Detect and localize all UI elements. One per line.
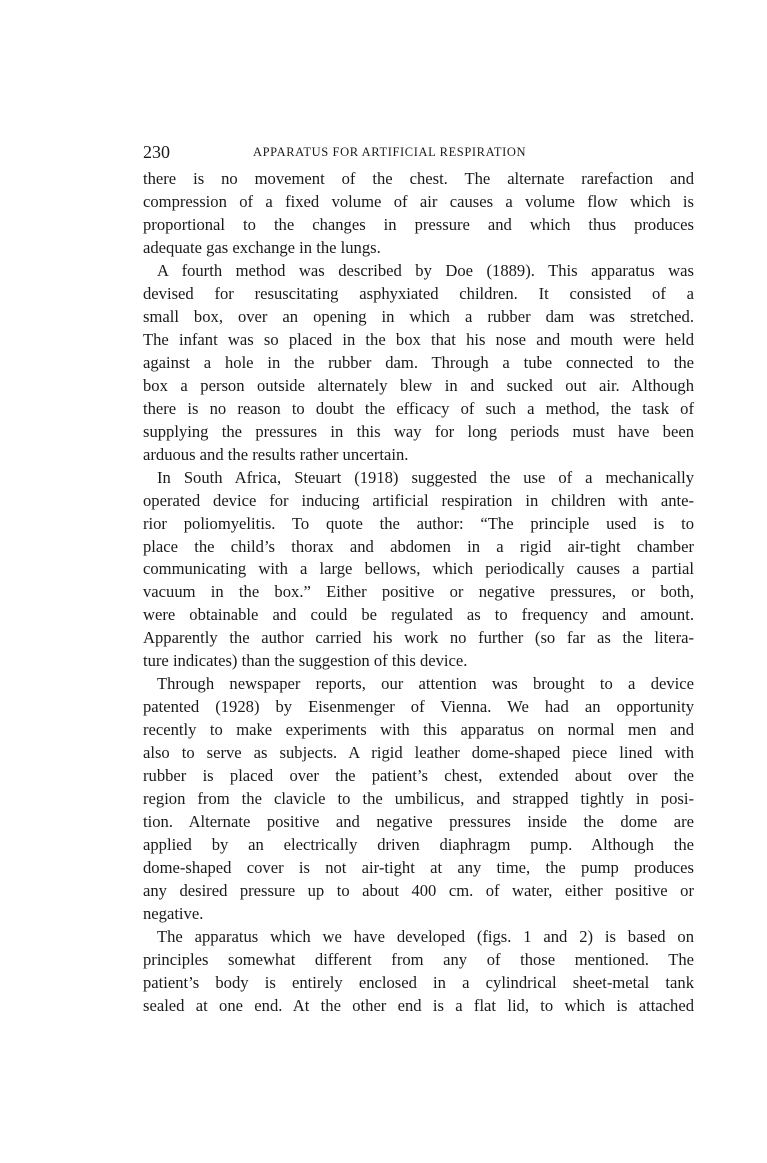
text-line: The apparatus which we have developed (figs. 1 and 2) is based on (157, 926, 694, 946)
text-line: A fourth method was described by Doe (1889). This apparatus was (157, 260, 694, 280)
paragraph (143, 168, 694, 260)
text-line: negative. (143, 904, 204, 923)
text-line: supplying the pressures in this way for long periods must have been (143, 421, 694, 441)
running-header (143, 142, 694, 164)
text-line: proportional to the changes in pressure and which thus produces (143, 214, 694, 234)
text-line: rior poliomyelitis. To quote the author: “The principle used is to (143, 513, 694, 533)
text-line: region from the clavicle to the umbilicus, and strapped tightly in posi- (143, 789, 694, 809)
text-line: patented (1928) by Eisenmenger of Vienna. We had an opportunity (143, 697, 694, 717)
text-line: patient’s body is entirely enclosed in a cylindrical sheet-metal tank (143, 972, 694, 992)
text-line: Apparently the author carried his work no further (so far as the litera- (143, 628, 694, 648)
text-line: sealed at one end. At the other end is a flat lid, to which is attached (143, 995, 694, 1015)
paragraph (143, 467, 694, 674)
text-line: there is no reason to doubt the efficacy of such a method, the task of (143, 398, 694, 418)
paragraph (143, 673, 694, 926)
text-line: Through newspaper reports, our attention was brought to a device (157, 674, 694, 694)
paragraph (143, 260, 694, 467)
text-line: small box, over an opening in which a rubber dam was stretched. (143, 306, 694, 326)
running-title: APPARATUS FOR ARTIFICIAL RESPIRATION (253, 145, 527, 159)
text-line: also to serve as subjects. A rigid leather dome-shaped piece lined with (143, 743, 694, 763)
text-line: adequate gas exchange in the lungs. (143, 237, 381, 257)
text-line: box a person outside alternately blew in and sucked out air. Although (143, 375, 694, 395)
text-line: vacuum in the box.” Either positive or negative pressures, or both, (143, 582, 694, 602)
page-number: 230 (143, 142, 170, 162)
text-line: against a hole in the rubber dam. Through a tube connected to the (143, 352, 694, 372)
text-line: rubber is placed over the patient’s chest, extended about over the (143, 766, 694, 786)
text-line: were obtainable and could be regulated as to frequency and amount. (143, 605, 694, 625)
text-line: communicating with a large bellows, which periodically causes a partial (143, 559, 694, 579)
text-line: In South Africa, Steuart (1918) suggested the use of a mechanically (157, 467, 694, 487)
text-line: ture indicates) than the suggestion of this device. (143, 651, 468, 671)
text-line: operated device for inducing artificial respiration in children with ante- (143, 490, 694, 510)
text-line: devised for resuscitating asphyxiated children. It consisted of a (143, 283, 694, 303)
text-line: principles somewhat different from any of those mentioned. The (143, 949, 694, 969)
text-line: place the child’s thorax and abdomen in a rigid air-tight chamber (143, 536, 694, 556)
text-line: any desired pressure up to about 400 cm. of water, either positive or (143, 881, 694, 901)
text-line: The infant was so placed in the box that his nose and mouth were held (143, 329, 694, 349)
text-line: there is no movement of the chest. The alternate rarefaction and (143, 169, 694, 188)
text-line: dome-shaped cover is not air-tight at any time, the pump produces (143, 858, 694, 878)
text-line: tion. Alternate positive and negative pressures inside the dome are (143, 812, 694, 832)
body-text (143, 168, 694, 1018)
paragraph (143, 926, 694, 1018)
text-line: recently to make experiments with this apparatus on normal men and (143, 720, 694, 740)
text-line: compression of a fixed volume of air causes a volume flow which is (143, 191, 694, 211)
text-line: applied by an electrically driven diaphragm pump. Although the (143, 835, 694, 855)
text-line: arduous and the results rather uncertain. (143, 444, 409, 464)
